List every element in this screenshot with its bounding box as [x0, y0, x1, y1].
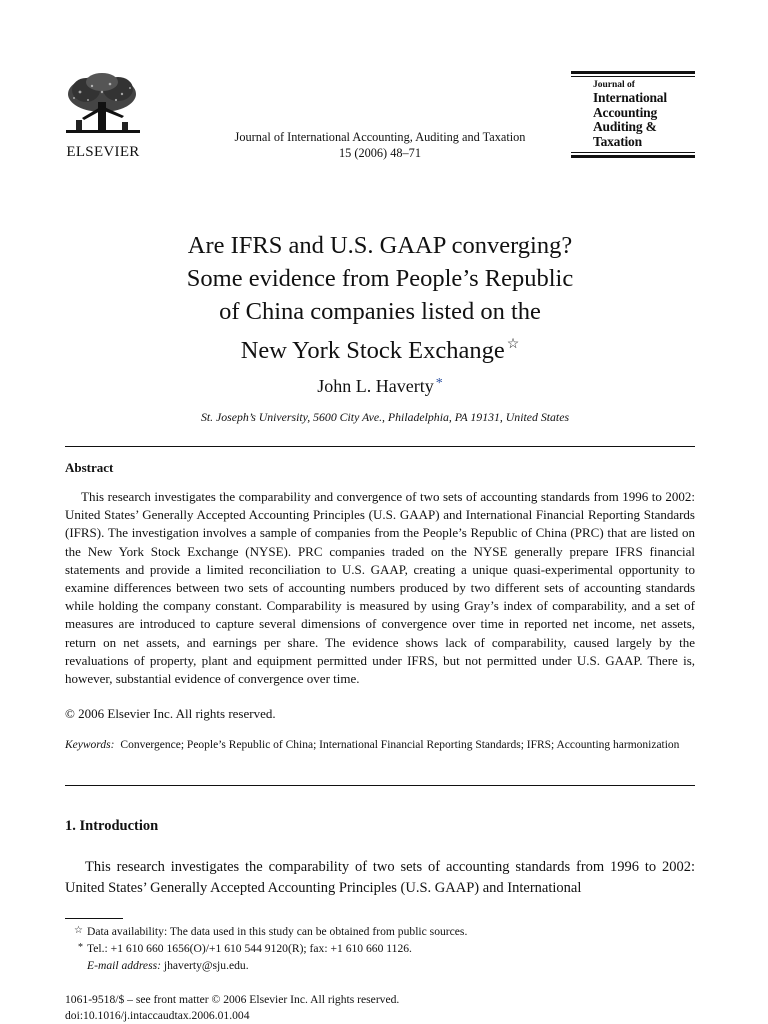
journal-box-line: Auditing &: [593, 119, 657, 134]
author-name: John L. Haverty: [317, 376, 434, 396]
footnote-text: Tel.: +1 610 660 1656(O)/+1 610 544 9120(R); fax: +1 610 660 1126.: [87, 942, 412, 955]
footnote-text: Data availability: The data used in this study can be obtained from public sources.: [87, 925, 468, 938]
abstract-body: This research investigates the comparability and convergence of two sets of accounting standards from 1996 to 2002: United States’ Generally Accepted Accounting Principles (U.S. GAAP) and International Financial Reporting Standards (IFRS). The investigation involves a sample of companies from the People’s Republic of China (PRC) that are listed on the New York Stock Exchange (NYSE). PRC companies traded on the NYSE generally prepare IFRS financial statements and provide a limited reconciliation to U.S. GAAP, creating a unique quasi-experimental opportunity to examine differences between two sets of accounting numbers produced by two different sets of accounting standards while holding the company constant. Comparability is measured by using Gray’s index of comparability, and a set of measures are introduced to capture several dimensions of convergence over time in reported net income, net assets, return on net assets, and earnings per share. The evidence shows lack of comparability, caused largely by the revaluations of property, plant and equipment permitted under IFRS, but not permitted under U.S. GAAP. There is, however, substantial evidence of convergence over time.: [65, 489, 695, 687]
divider: [65, 785, 695, 786]
keywords-label: Keywords:: [65, 739, 115, 751]
issn-line: 1061-9518/$ – see front matter © 2006 Elsevier Inc. All rights reserved.: [65, 993, 400, 1006]
publisher-name: ELSEVIER: [66, 144, 140, 160]
journal-box-line: Taxation: [593, 133, 642, 149]
section-heading: 1. Introduction: [65, 818, 159, 834]
divider: [571, 71, 695, 74]
title-line: Are IFRS and U.S. GAAP converging?: [187, 232, 573, 259]
footnote-divider: [65, 918, 123, 919]
footnote-author: [65, 940, 695, 957]
author-line: [160, 376, 600, 397]
doi-link[interactable]: doi:10.1016/j.intaccaudtax.2006.01.004: [65, 1009, 250, 1022]
section-paragraph: This research investigates the comparability of two sets of accounting standards from 1996 to 2002: United States’ Generally Accepted Accounting Principles (U.S. GAAP) and International: [65, 859, 695, 896]
author-footnote-link[interactable]: *: [435, 376, 443, 391]
journal-citation: [160, 129, 600, 161]
email-label: E-mail address:: [87, 959, 161, 972]
elsevier-tree-icon: [62, 72, 144, 144]
keywords-list: Convergence; People’s Republic of China; International Financial Reporting Standards; IFRS; Accounting harmonization: [120, 739, 680, 751]
article-title: [100, 229, 660, 367]
author-affiliation: St. Joseph’s University, 5600 City Ave., Philadelphia, PA 19131, United States: [200, 410, 570, 424]
journal-box-line: Accounting: [593, 104, 658, 120]
title-line: New York Stock Exchange: [240, 337, 505, 364]
elsevier-logo: [62, 72, 144, 162]
divider: [571, 155, 695, 158]
title-line: Some evidence from People’s Republic: [186, 265, 574, 292]
footnote-mark: *: [78, 942, 83, 953]
divider: [65, 446, 695, 447]
keywords: [65, 737, 695, 753]
journal-volume: 15 (2006) 48–71: [339, 146, 421, 160]
footnote-star: [65, 923, 695, 940]
title-line: of China companies listed on the: [219, 298, 541, 325]
divider: [571, 152, 695, 153]
title-footnote-star[interactable]: ☆: [506, 337, 520, 352]
journal-box-line: Journal of: [593, 80, 635, 90]
journal-title-box: [571, 71, 695, 158]
abstract-heading: Abstract: [65, 460, 114, 475]
email-link[interactable]: jhaverty@sju.edu.: [163, 959, 249, 972]
journal-box-line: International: [593, 90, 667, 105]
footnote-email: [65, 958, 695, 974]
footnote-mark: ☆: [74, 925, 83, 936]
journal-name: Journal of International Accounting, Auditing and Taxation: [234, 130, 526, 144]
abstract-copyright: © 2006 Elsevier Inc. All rights reserved.: [65, 706, 276, 721]
